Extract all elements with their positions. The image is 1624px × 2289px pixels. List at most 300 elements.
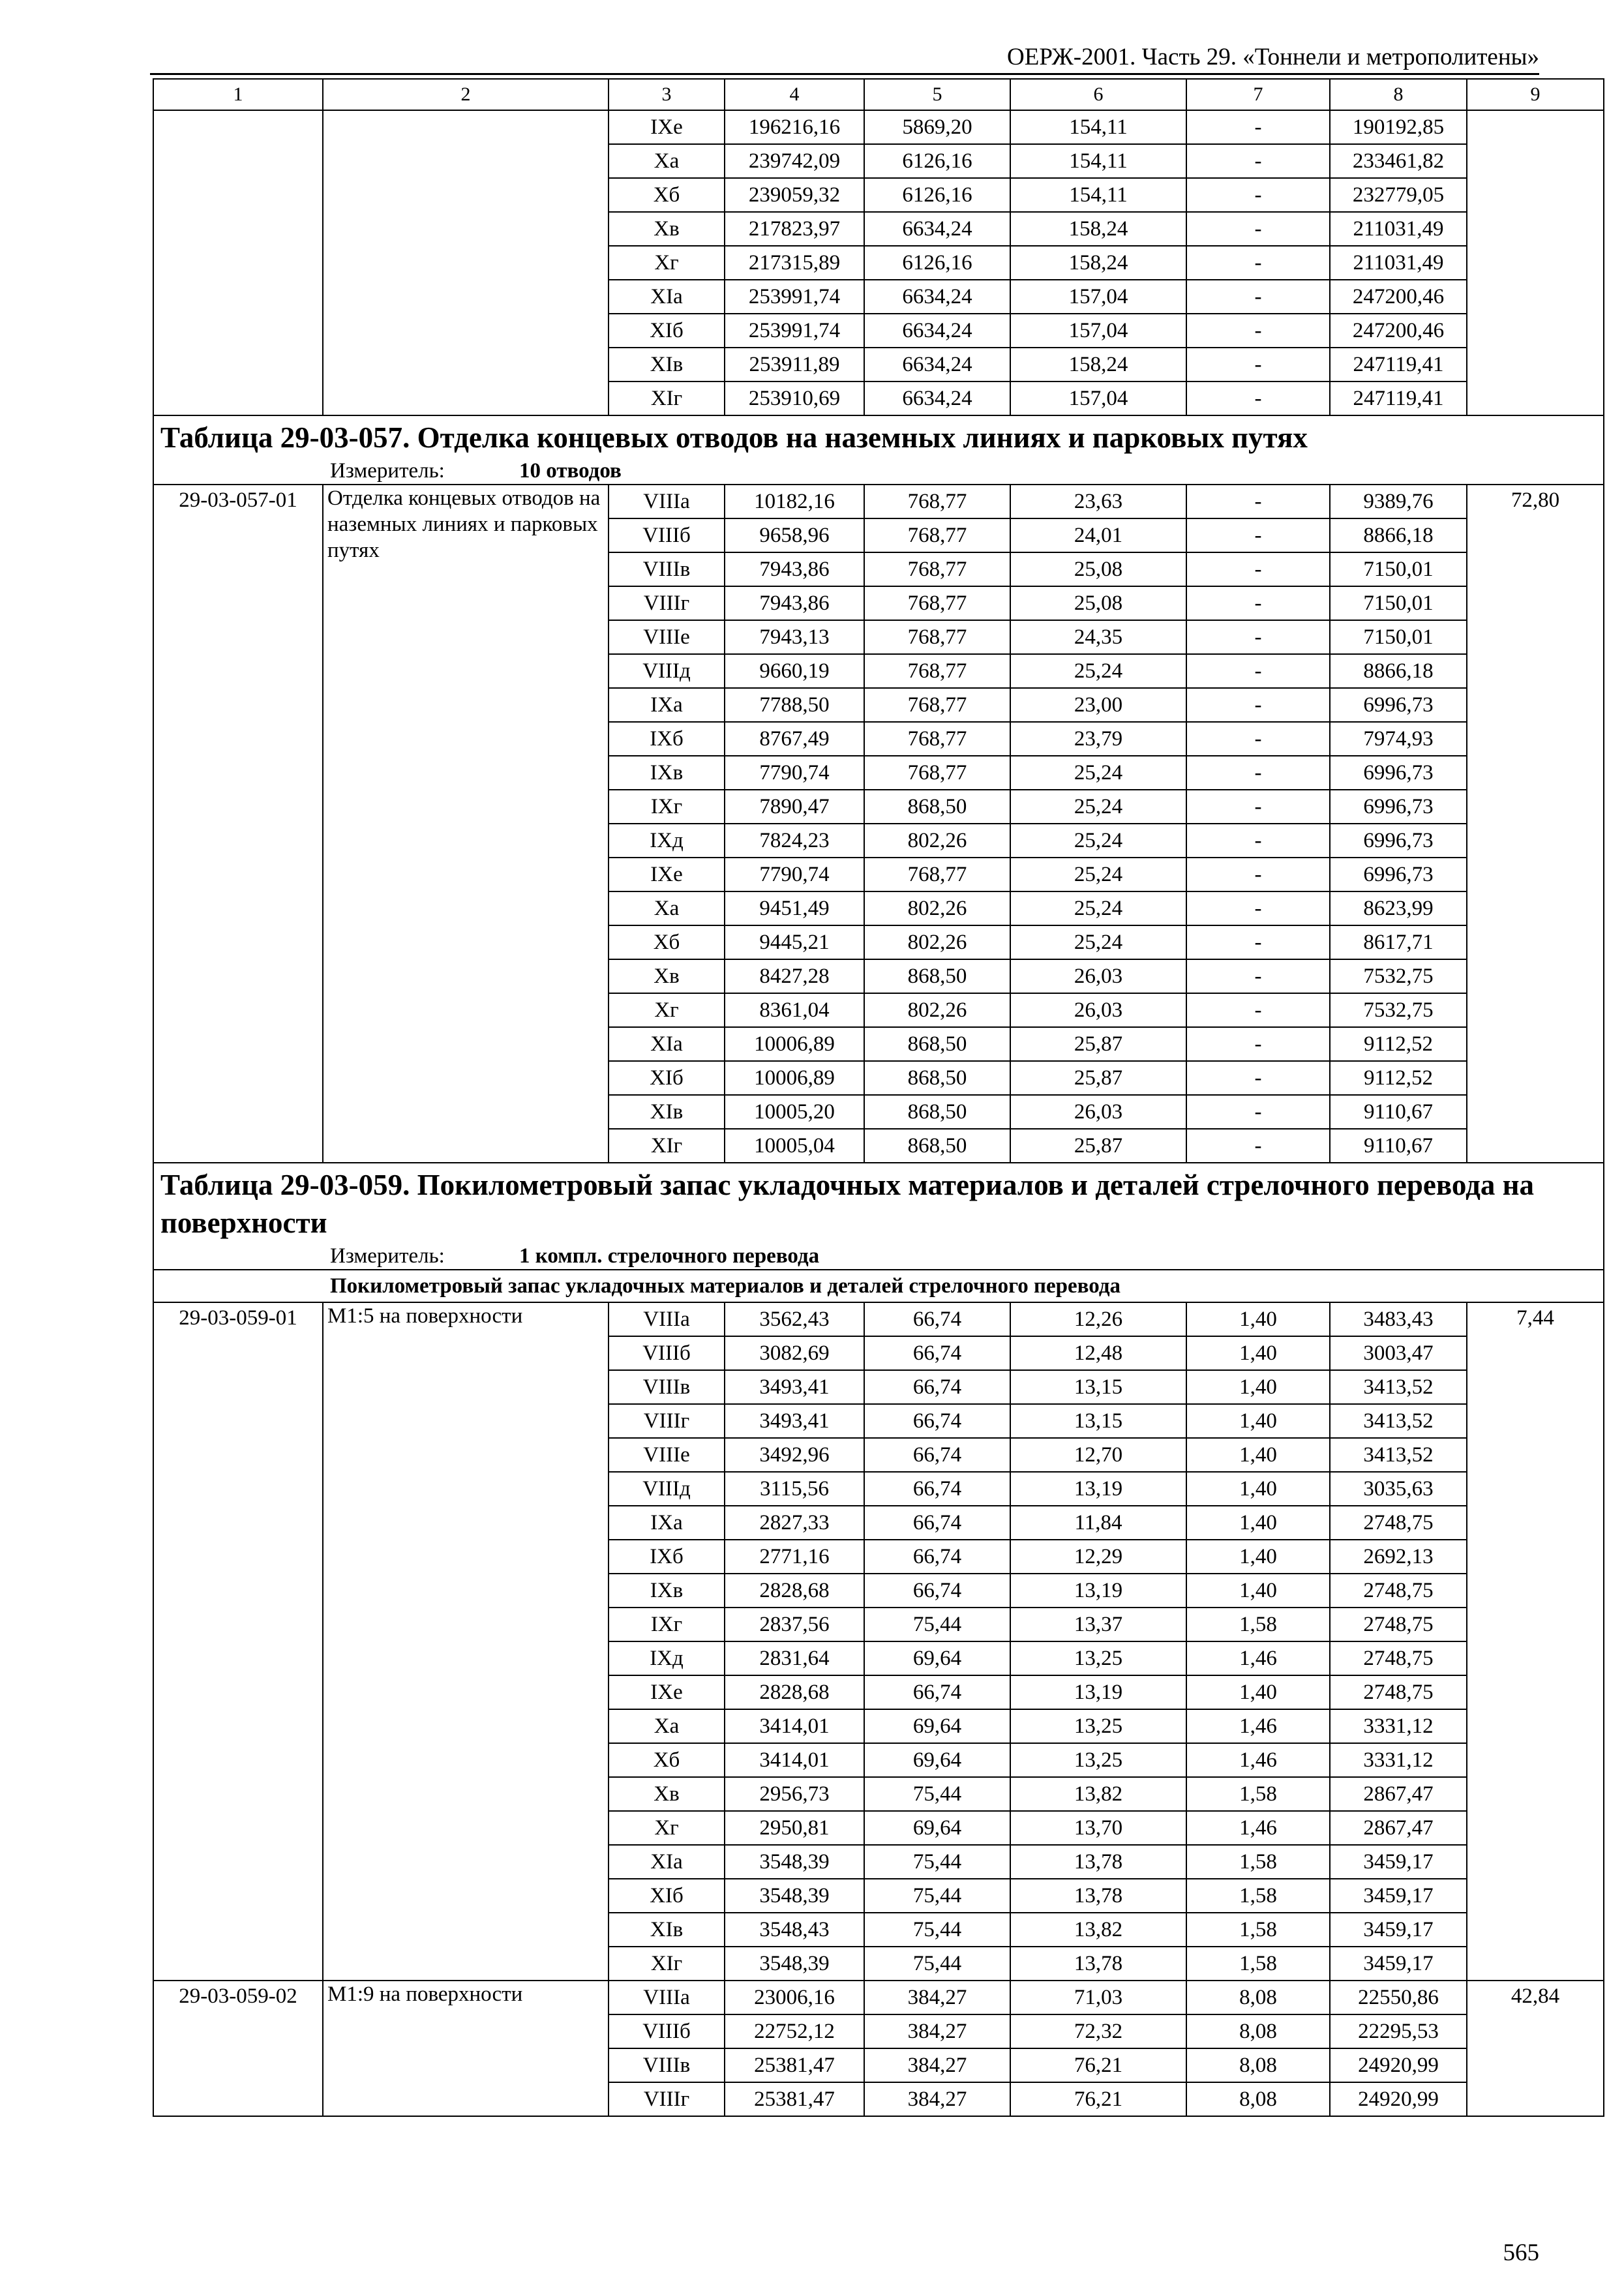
drivers-wages-cell: 1,40 <box>1186 1675 1330 1709</box>
machines-cell: 13,19 <box>1010 1472 1186 1506</box>
machines-cell: 25,24 <box>1010 790 1186 824</box>
total-cost-cell: 10182,16 <box>725 485 864 518</box>
materials-cell: 3413,52 <box>1330 1404 1467 1438</box>
drivers-wages-cell: - <box>1186 654 1330 688</box>
wages-cell: 384,27 <box>864 1981 1010 2014</box>
drivers-wages-cell: - <box>1186 485 1330 518</box>
total-cost-cell: 22752,12 <box>725 2014 864 2048</box>
total-cost-cell: 217823,97 <box>725 212 864 246</box>
drivers-wages-cell: - <box>1186 688 1330 722</box>
table-row <box>153 1981 1604 2014</box>
wages-cell: 768,77 <box>864 722 1010 756</box>
total-cost-cell: 10006,89 <box>725 1061 864 1095</box>
zone-cell: IXг <box>609 790 725 824</box>
materials-cell: 233461,82 <box>1330 144 1467 178</box>
wages-cell: 75,44 <box>864 1845 1010 1879</box>
zone-cell: IXд <box>609 824 725 858</box>
machines-cell: 76,21 <box>1010 2082 1186 2116</box>
machines-cell: 24,35 <box>1010 620 1186 654</box>
wages-cell: 6634,24 <box>864 314 1010 348</box>
machines-cell: 154,11 <box>1010 178 1186 212</box>
zone-cell: Xв <box>609 1777 725 1811</box>
wages-cell: 768,77 <box>864 552 1010 586</box>
labor-cost-cell: 7,44 <box>1467 1302 1604 1981</box>
description-cell: M1:5 на поверхности <box>323 1302 609 1981</box>
materials-cell: 211031,49 <box>1330 212 1467 246</box>
total-cost-cell: 2956,73 <box>725 1777 864 1811</box>
machines-cell: 13,19 <box>1010 1675 1186 1709</box>
total-cost-cell: 3493,41 <box>725 1370 864 1404</box>
total-cost-cell: 3492,96 <box>725 1438 864 1472</box>
machines-cell: 11,84 <box>1010 1506 1186 1540</box>
zone-cell: XIв <box>609 1095 725 1129</box>
machines-cell: 23,00 <box>1010 688 1186 722</box>
total-cost-cell: 7790,74 <box>725 756 864 790</box>
drivers-wages-cell: - <box>1186 382 1330 415</box>
column-number-8: 8 <box>1330 79 1467 110</box>
total-cost-cell: 2831,64 <box>725 1641 864 1675</box>
wages-cell: 75,44 <box>864 1947 1010 1981</box>
machines-cell: 13,19 <box>1010 1574 1186 1608</box>
drivers-wages-cell: 1,40 <box>1186 1302 1330 1336</box>
zone-cell: XIа <box>609 280 725 314</box>
materials-cell: 3459,17 <box>1330 1947 1467 1981</box>
materials-cell: 6996,73 <box>1330 824 1467 858</box>
materials-cell: 3331,12 <box>1330 1709 1467 1743</box>
total-cost-cell: 196216,16 <box>725 110 864 144</box>
machines-cell: 13,82 <box>1010 1777 1186 1811</box>
total-cost-cell: 7943,86 <box>725 552 864 586</box>
materials-cell: 3459,17 <box>1330 1879 1467 1913</box>
machines-cell: 13,25 <box>1010 1709 1186 1743</box>
wages-cell: 66,74 <box>864 1370 1010 1404</box>
machines-cell: 71,03 <box>1010 1981 1186 2014</box>
drivers-wages-cell: 1,46 <box>1186 1709 1330 1743</box>
zone-cell: IXв <box>609 1574 725 1608</box>
zone-cell: VIIIг <box>609 586 725 620</box>
table-row <box>153 110 1604 144</box>
materials-cell: 8866,18 <box>1330 654 1467 688</box>
wages-cell: 6126,16 <box>864 144 1010 178</box>
wages-cell: 6634,24 <box>864 212 1010 246</box>
labor-cost-cell: 72,80 <box>1467 485 1604 1163</box>
materials-cell: 7150,01 <box>1330 586 1467 620</box>
wages-cell: 69,64 <box>864 1811 1010 1845</box>
total-cost-cell: 7824,23 <box>725 824 864 858</box>
machines-cell: 12,26 <box>1010 1302 1186 1336</box>
drivers-wages-cell: 1,40 <box>1186 1506 1330 1540</box>
machines-cell: 157,04 <box>1010 382 1186 415</box>
total-cost-cell: 10005,20 <box>725 1095 864 1129</box>
zone-cell: VIIIб <box>609 518 725 552</box>
meter-cell <box>153 1243 1604 1270</box>
drivers-wages-cell: - <box>1186 1061 1330 1095</box>
materials-cell: 6996,73 <box>1330 688 1467 722</box>
total-cost-cell: 239742,09 <box>725 144 864 178</box>
machines-cell: 25,87 <box>1010 1027 1186 1061</box>
machines-cell: 25,24 <box>1010 858 1186 891</box>
zone-cell: Xб <box>609 1743 725 1777</box>
total-cost-cell: 10005,04 <box>725 1129 864 1163</box>
machines-cell: 154,11 <box>1010 110 1186 144</box>
materials-cell: 3413,52 <box>1330 1438 1467 1472</box>
machines-cell: 25,24 <box>1010 925 1186 959</box>
materials-cell: 8866,18 <box>1330 518 1467 552</box>
machines-cell: 13,15 <box>1010 1370 1186 1404</box>
zone-cell: VIIIв <box>609 552 725 586</box>
wages-cell: 66,74 <box>864 1336 1010 1370</box>
materials-cell: 7150,01 <box>1330 620 1467 654</box>
zone-cell: VIIIе <box>609 620 725 654</box>
total-cost-cell: 2827,33 <box>725 1506 864 1540</box>
labor-cost-cell <box>1467 110 1604 415</box>
wages-cell: 768,77 <box>864 858 1010 891</box>
total-cost-cell: 3548,39 <box>725 1947 864 1981</box>
materials-cell: 247200,46 <box>1330 280 1467 314</box>
machines-cell: 76,21 <box>1010 2048 1186 2082</box>
materials-cell: 22550,86 <box>1330 1981 1467 2014</box>
wages-cell: 75,44 <box>864 1777 1010 1811</box>
code-cell: 29-03-059-01 <box>153 1302 323 1981</box>
machines-cell: 26,03 <box>1010 959 1186 993</box>
drivers-wages-cell: 8,08 <box>1186 2048 1330 2082</box>
wages-cell: 66,74 <box>864 1302 1010 1336</box>
machines-cell: 12,29 <box>1010 1540 1186 1574</box>
machines-cell: 13,78 <box>1010 1879 1186 1913</box>
total-cost-cell: 8361,04 <box>725 993 864 1027</box>
drivers-wages-cell: 1,40 <box>1186 1540 1330 1574</box>
drivers-wages-cell: - <box>1186 212 1330 246</box>
code-cell <box>153 110 323 415</box>
meter-value: 1 компл. стрелочного перевода <box>519 1244 820 1268</box>
machines-cell: 23,79 <box>1010 722 1186 756</box>
zone-cell: VIIIд <box>609 654 725 688</box>
materials-cell: 190192,85 <box>1330 110 1467 144</box>
wages-cell: 75,44 <box>864 1608 1010 1641</box>
materials-cell: 3483,43 <box>1330 1302 1467 1336</box>
materials-cell: 3459,17 <box>1330 1845 1467 1879</box>
table-title-row <box>153 1163 1604 1243</box>
drivers-wages-cell: 1,40 <box>1186 1574 1330 1608</box>
table-subtitle: Покилометровый запас укладочных материалов и деталей стрелочного перевода <box>153 1270 1604 1302</box>
total-cost-cell: 10006,89 <box>725 1027 864 1061</box>
drivers-wages-cell: 1,58 <box>1186 1608 1330 1641</box>
zone-cell: IXе <box>609 1675 725 1709</box>
materials-cell: 2748,75 <box>1330 1574 1467 1608</box>
wages-cell: 768,77 <box>864 586 1010 620</box>
total-cost-cell: 2950,81 <box>725 1811 864 1845</box>
materials-cell: 22295,53 <box>1330 2014 1467 2048</box>
wages-cell: 66,74 <box>864 1506 1010 1540</box>
machines-cell: 13,15 <box>1010 1404 1186 1438</box>
column-number-3: 3 <box>609 79 725 110</box>
drivers-wages-cell: 1,46 <box>1186 1743 1330 1777</box>
wages-cell: 75,44 <box>864 1879 1010 1913</box>
header-rule <box>150 73 1539 75</box>
zone-cell: IXд <box>609 1641 725 1675</box>
drivers-wages-cell: - <box>1186 858 1330 891</box>
drivers-wages-cell: - <box>1186 790 1330 824</box>
price-table <box>153 78 1604 2117</box>
materials-cell: 247200,46 <box>1330 314 1467 348</box>
total-cost-cell: 7788,50 <box>725 688 864 722</box>
machines-cell: 158,24 <box>1010 246 1186 280</box>
drivers-wages-cell: - <box>1186 144 1330 178</box>
column-number-2: 2 <box>323 79 609 110</box>
machines-cell: 13,78 <box>1010 1845 1186 1879</box>
machines-cell: 24,01 <box>1010 518 1186 552</box>
table-title: Таблица 29-03-057. Отделка концевых отводов на наземных линиях и парковых путях <box>153 415 1604 458</box>
zone-cell: XIг <box>609 382 725 415</box>
total-cost-cell: 23006,16 <box>725 1981 864 2014</box>
zone-cell: IXг <box>609 1608 725 1641</box>
total-cost-cell: 3548,39 <box>725 1879 864 1913</box>
zone-cell: VIIIа <box>609 485 725 518</box>
drivers-wages-cell: 1,40 <box>1186 1370 1330 1404</box>
materials-cell: 6996,73 <box>1330 858 1467 891</box>
code-cell: 29-03-057-01 <box>153 485 323 1163</box>
total-cost-cell: 239059,32 <box>725 178 864 212</box>
zone-cell: IXа <box>609 688 725 722</box>
materials-cell: 9110,67 <box>1330 1095 1467 1129</box>
machines-cell: 25,24 <box>1010 824 1186 858</box>
machines-cell: 13,25 <box>1010 1641 1186 1675</box>
zone-cell: XIг <box>609 1947 725 1981</box>
total-cost-cell: 9445,21 <box>725 925 864 959</box>
wages-cell: 69,64 <box>864 1709 1010 1743</box>
zone-cell: VIIIб <box>609 1336 725 1370</box>
wages-cell: 868,50 <box>864 1061 1010 1095</box>
drivers-wages-cell: - <box>1186 925 1330 959</box>
total-cost-cell: 8767,49 <box>725 722 864 756</box>
materials-cell: 7974,93 <box>1330 722 1467 756</box>
machines-cell: 25,24 <box>1010 891 1186 925</box>
wages-cell: 69,64 <box>864 1641 1010 1675</box>
drivers-wages-cell: - <box>1186 824 1330 858</box>
machines-cell: 158,24 <box>1010 212 1186 246</box>
machines-cell: 13,25 <box>1010 1743 1186 1777</box>
total-cost-cell: 2828,68 <box>725 1675 864 1709</box>
zone-cell: VIIIд <box>609 1472 725 1506</box>
total-cost-cell: 2771,16 <box>725 1540 864 1574</box>
wages-cell: 768,77 <box>864 620 1010 654</box>
wages-cell: 66,74 <box>864 1472 1010 1506</box>
machines-cell: 12,48 <box>1010 1336 1186 1370</box>
drivers-wages-cell: - <box>1186 280 1330 314</box>
machines-cell: 25,24 <box>1010 654 1186 688</box>
table-row <box>153 485 1604 518</box>
total-cost-cell: 9451,49 <box>725 891 864 925</box>
running-header: ОЕРЖ-2001. Часть 29. «Тоннели и метрополитены» <box>1007 44 1539 70</box>
zone-cell: VIIIа <box>609 1302 725 1336</box>
materials-cell: 2748,75 <box>1330 1608 1467 1641</box>
zone-cell: VIIIб <box>609 2014 725 2048</box>
zone-cell: Xб <box>609 178 725 212</box>
machines-cell: 13,70 <box>1010 1811 1186 1845</box>
wages-cell: 66,74 <box>864 1540 1010 1574</box>
materials-cell: 7532,75 <box>1330 959 1467 993</box>
materials-cell: 232779,05 <box>1330 178 1467 212</box>
materials-cell: 24920,99 <box>1330 2082 1467 2116</box>
column-number-6: 6 <box>1010 79 1186 110</box>
machines-cell: 26,03 <box>1010 1095 1186 1129</box>
materials-cell: 2867,47 <box>1330 1777 1467 1811</box>
drivers-wages-cell: - <box>1186 959 1330 993</box>
wages-cell: 6634,24 <box>864 348 1010 382</box>
description-cell: M1:9 на поверхности <box>323 1981 609 2116</box>
drivers-wages-cell: 1,40 <box>1186 1472 1330 1506</box>
column-number-1: 1 <box>153 79 323 110</box>
wages-cell: 768,77 <box>864 518 1010 552</box>
meter-row <box>153 1243 1604 1270</box>
materials-cell: 8623,99 <box>1330 891 1467 925</box>
machines-cell: 157,04 <box>1010 314 1186 348</box>
drivers-wages-cell: 1,58 <box>1186 1777 1330 1811</box>
meter-row <box>153 458 1604 485</box>
wages-cell: 69,64 <box>864 1743 1010 1777</box>
total-cost-cell: 3493,41 <box>725 1404 864 1438</box>
zone-cell: Xг <box>609 1811 725 1845</box>
drivers-wages-cell: 8,08 <box>1186 2082 1330 2116</box>
machines-cell: 25,24 <box>1010 756 1186 790</box>
total-cost-cell: 3115,56 <box>725 1472 864 1506</box>
zone-cell: Xа <box>609 891 725 925</box>
zone-cell: Xб <box>609 925 725 959</box>
total-cost-cell: 253911,89 <box>725 348 864 382</box>
description-cell <box>323 110 609 415</box>
machines-cell: 72,32 <box>1010 2014 1186 2048</box>
zone-cell: XIа <box>609 1845 725 1879</box>
zone-cell: XIв <box>609 348 725 382</box>
materials-cell: 2867,47 <box>1330 1811 1467 1845</box>
machines-cell: 26,03 <box>1010 993 1186 1027</box>
wages-cell: 66,74 <box>864 1438 1010 1472</box>
drivers-wages-cell: - <box>1186 756 1330 790</box>
wages-cell: 75,44 <box>864 1913 1010 1947</box>
materials-cell: 8617,71 <box>1330 925 1467 959</box>
materials-cell: 9110,67 <box>1330 1129 1467 1163</box>
zone-cell: Xв <box>609 212 725 246</box>
total-cost-cell: 9658,96 <box>725 518 864 552</box>
column-number-9: 9 <box>1467 79 1604 110</box>
materials-cell: 3413,52 <box>1330 1370 1467 1404</box>
wages-cell: 802,26 <box>864 993 1010 1027</box>
meter-cell <box>153 458 1604 485</box>
wages-cell: 802,26 <box>864 925 1010 959</box>
subtitle-row <box>153 1270 1604 1302</box>
materials-cell: 3459,17 <box>1330 1913 1467 1947</box>
materials-cell: 6996,73 <box>1330 756 1467 790</box>
drivers-wages-cell: - <box>1186 586 1330 620</box>
materials-cell: 2692,13 <box>1330 1540 1467 1574</box>
drivers-wages-cell: 1,58 <box>1186 1913 1330 1947</box>
drivers-wages-cell: 8,08 <box>1186 1981 1330 2014</box>
drivers-wages-cell: - <box>1186 348 1330 382</box>
machines-cell: 157,04 <box>1010 280 1186 314</box>
wages-cell: 6126,16 <box>864 246 1010 280</box>
drivers-wages-cell: - <box>1186 891 1330 925</box>
wages-cell: 384,27 <box>864 2014 1010 2048</box>
total-cost-cell: 3082,69 <box>725 1336 864 1370</box>
zone-cell: IXе <box>609 110 725 144</box>
total-cost-cell: 3548,43 <box>725 1913 864 1947</box>
wages-cell: 384,27 <box>864 2082 1010 2116</box>
drivers-wages-cell: - <box>1186 314 1330 348</box>
page-number: 565 <box>1503 2239 1539 2266</box>
drivers-wages-cell: - <box>1186 1095 1330 1129</box>
wages-cell: 768,77 <box>864 688 1010 722</box>
zone-cell: XIа <box>609 1027 725 1061</box>
zone-cell: IXв <box>609 756 725 790</box>
zone-cell: VIIIа <box>609 1981 725 2014</box>
drivers-wages-cell: - <box>1186 110 1330 144</box>
wages-cell: 384,27 <box>864 2048 1010 2082</box>
zone-cell: XIб <box>609 1879 725 1913</box>
total-cost-cell: 7890,47 <box>725 790 864 824</box>
drivers-wages-cell: 1,40 <box>1186 1336 1330 1370</box>
materials-cell: 24920,99 <box>1330 2048 1467 2082</box>
labor-cost-cell: 42,84 <box>1467 1981 1604 2116</box>
meter-label: Измеритель: <box>330 1244 445 1268</box>
materials-cell: 2748,75 <box>1330 1675 1467 1709</box>
zone-cell: IXа <box>609 1506 725 1540</box>
drivers-wages-cell: - <box>1186 722 1330 756</box>
materials-cell: 9112,52 <box>1330 1027 1467 1061</box>
drivers-wages-cell: - <box>1186 620 1330 654</box>
column-numbers-row <box>153 79 1604 110</box>
meter-label: Измеритель: <box>330 459 445 483</box>
wages-cell: 868,50 <box>864 1027 1010 1061</box>
materials-cell: 6996,73 <box>1330 790 1467 824</box>
total-cost-cell: 217315,89 <box>725 246 864 280</box>
total-cost-cell: 9660,19 <box>725 654 864 688</box>
drivers-wages-cell: - <box>1186 993 1330 1027</box>
zone-cell: VIIIг <box>609 2082 725 2116</box>
total-cost-cell: 7790,74 <box>725 858 864 891</box>
drivers-wages-cell: - <box>1186 552 1330 586</box>
total-cost-cell: 3414,01 <box>725 1709 864 1743</box>
machines-cell: 13,37 <box>1010 1608 1186 1641</box>
zone-cell: Xа <box>609 1709 725 1743</box>
materials-cell: 7532,75 <box>1330 993 1467 1027</box>
wages-cell: 66,74 <box>864 1574 1010 1608</box>
total-cost-cell: 2837,56 <box>725 1608 864 1641</box>
materials-cell: 2748,75 <box>1330 1641 1467 1675</box>
drivers-wages-cell: 8,08 <box>1186 2014 1330 2048</box>
wages-cell: 66,74 <box>864 1675 1010 1709</box>
zone-cell: Xа <box>609 144 725 178</box>
total-cost-cell: 7943,13 <box>725 620 864 654</box>
zone-cell: VIIIв <box>609 2048 725 2082</box>
total-cost-cell: 25381,47 <box>725 2082 864 2116</box>
zone-cell: IXе <box>609 858 725 891</box>
description-cell: Отделка концевых отводов на наземных линиях и парковых путях <box>323 485 609 1163</box>
table-row <box>153 1302 1604 1336</box>
wages-cell: 768,77 <box>864 485 1010 518</box>
materials-cell: 247119,41 <box>1330 382 1467 415</box>
drivers-wages-cell: - <box>1186 1129 1330 1163</box>
wages-cell: 868,50 <box>864 1129 1010 1163</box>
code-cell: 29-03-059-02 <box>153 1981 323 2116</box>
drivers-wages-cell: 1,46 <box>1186 1641 1330 1675</box>
total-cost-cell: 2828,68 <box>725 1574 864 1608</box>
total-cost-cell: 253991,74 <box>725 280 864 314</box>
drivers-wages-cell: - <box>1186 518 1330 552</box>
wages-cell: 802,26 <box>864 891 1010 925</box>
wages-cell: 802,26 <box>864 824 1010 858</box>
drivers-wages-cell: - <box>1186 1027 1330 1061</box>
materials-cell: 7150,01 <box>1330 552 1467 586</box>
